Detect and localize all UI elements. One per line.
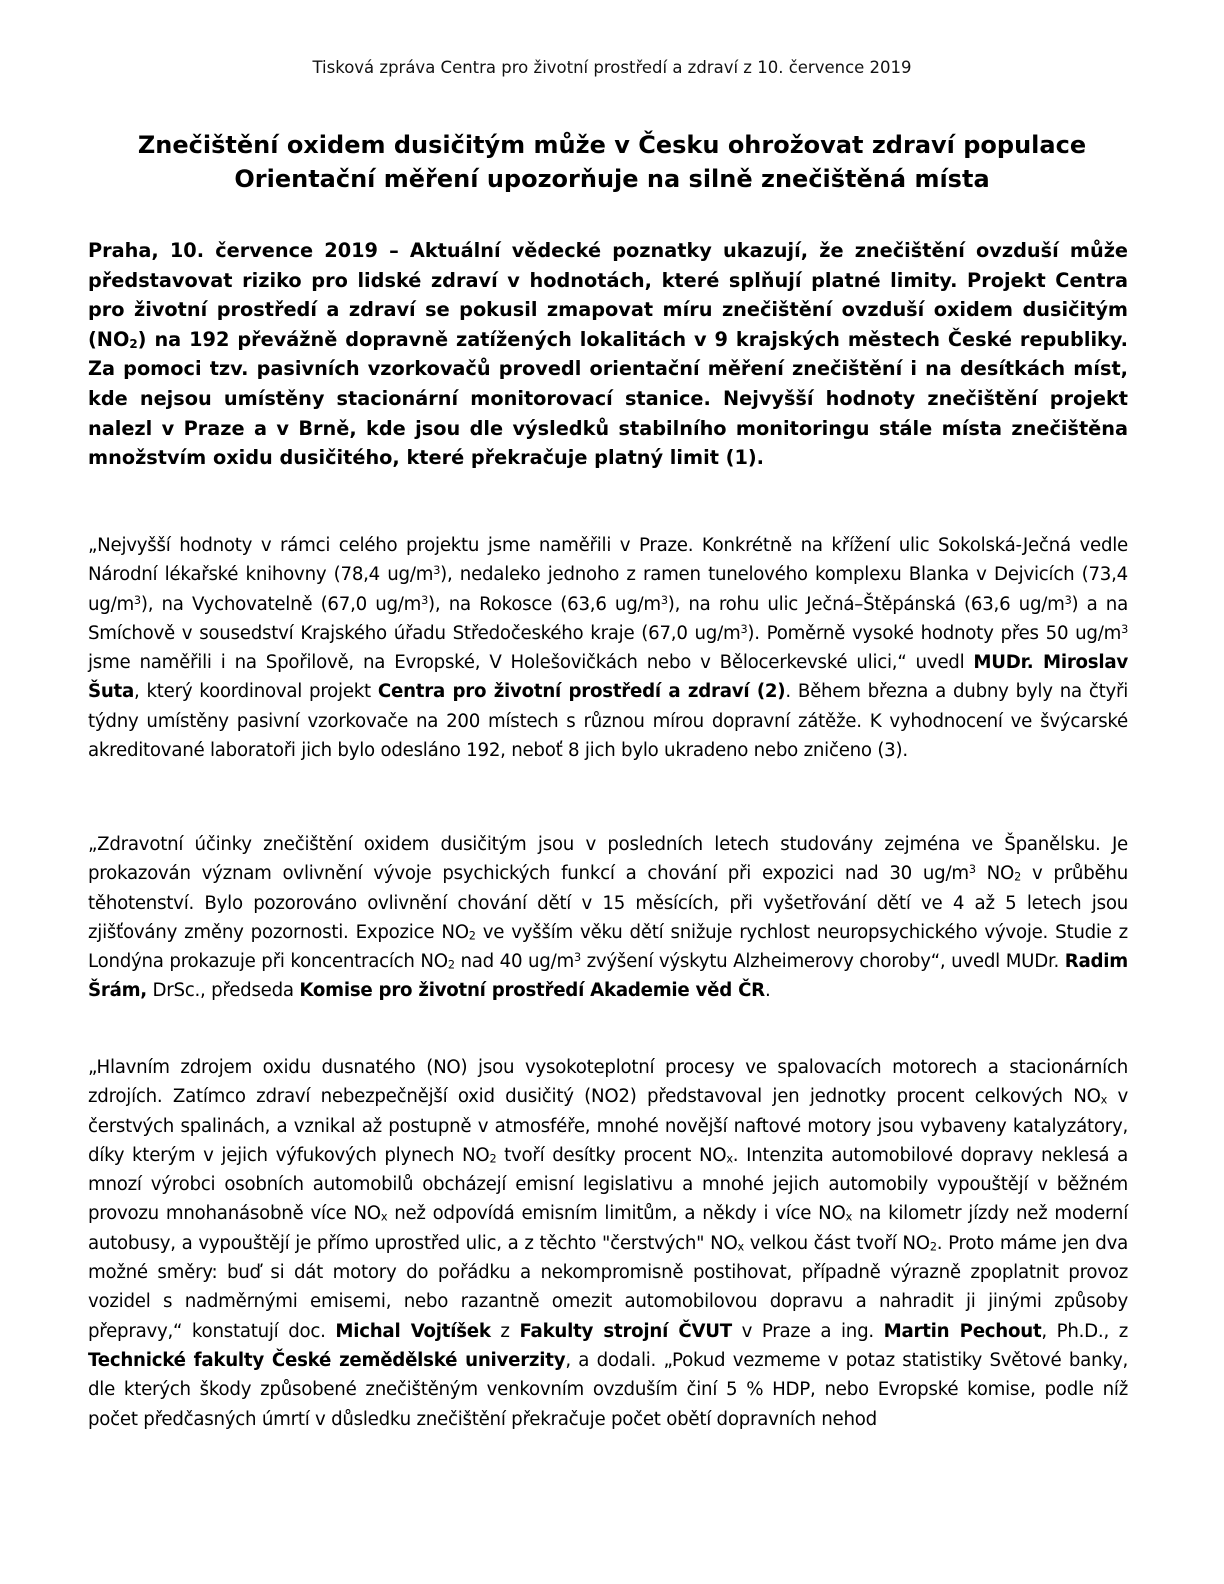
subscript: 2 — [1014, 870, 1022, 884]
paragraph-text: ), na Vychovatelně (67,0 ug/m — [140, 593, 422, 615]
superscript: 3 — [1064, 593, 1072, 607]
paragraph-text: než odpovídá emisním limitům, a někdy i více NO — [387, 1203, 846, 1225]
paragraph-text: , Ph.D., z — [1041, 1320, 1129, 1342]
paragraph-text: z — [490, 1320, 520, 1342]
organization-name: Centra pro životní prostředí a zdraví (2) — [377, 681, 786, 703]
paragraph-text: ), nedaleko jednoho z ramen tunelového komplexu Blanka v Dejvicích (73,4 ug/m — [88, 564, 1128, 615]
page-title — [60, 128, 1164, 196]
lead-text: ) na 192 převážně dopravně zatížených lokalitách v 9 krajských městech České republiky. Za pomoci tzv. pasivních vzorkovačů provedl orientační měření znečištění i na desítkách míst, kde nejsou umístěny stacionární monitorovací stanice. Nejvyšší hodnoty znečištění projekt nalezl v Praze a v Brně, kde jsou dle výsledků stabilního monitoringu stále místa znečištěna množstvím oxidu dusičitého, které překračuje platný limit (1). — [88, 327, 1128, 470]
paragraph-text: velkou část tvoří NO — [743, 1232, 930, 1254]
organization-name: Fakulty strojní ČVUT — [519, 1320, 732, 1342]
paragraph-text: DrSc., předseda — [146, 980, 300, 1002]
paragraph-text: . Během března a dubny byly na čtyři týdny umístěny pasivní vzorkovače na 200 místech s různou mírou dopravní zátěže. K vyhodnocení ve švýcarské akreditované laboratoři jich bylo odesláno 192, neboť 8 jich bylo ukradeno nebo zničeno (3). — [88, 681, 1129, 762]
paragraph-text: na kilometr jízdy než moderní autobusy, a vypouštějí je přímo uprostřed ulic, a z těchto "čerstvých" NO — [88, 1203, 1128, 1254]
paragraph-text: jsme naměřili i na Spořilově, na Evropské, V Holešovičkách nebo v Bělocerkevské ulici,“ uvedl — [88, 652, 974, 674]
paragraph-text: NO — [975, 863, 1015, 885]
lead-text: Praha, 10. července 2019 – Aktuální vědecké poznatky ukazují, že znečištění ovzduší může představovat riziko pro lidské zdraví v hodnotách, které splňují platné limity. Projekt Centra pro životní prostředí a zdraví se pokusil zmapovat míru znečištění ovzduší oxidem dusičitým (NO — [88, 239, 1128, 351]
subscript: x — [845, 1211, 853, 1225]
paragraph-sram-quote — [88, 830, 1128, 1006]
superscript: 3 — [1121, 622, 1128, 636]
subscript: x — [726, 1152, 733, 1166]
superscript: 3 — [573, 950, 581, 964]
paragraph-suta-quote — [88, 531, 1128, 765]
paragraph-text: ), na rohu ulic Ječná–Štěpánská (63,6 ug/m — [667, 593, 1065, 615]
paragraph-text: . — [764, 980, 771, 1002]
person-name: Martin Pechout — [883, 1320, 1042, 1342]
paragraph-text: ). Poměrně vysoké hodnoty přes 50 ug/m — [747, 622, 1122, 644]
paragraph-text: . Intenzita automobilové dopravy neklesá a mnozí výrobci osobních automobilů obcházejí emisní legislativu a mnohé jejich automobily vypouštějí v běžném provozu mnohanásobně více NO — [88, 1144, 1128, 1225]
person-name: MUDr. Miroslav Šuta — [88, 652, 1128, 703]
subscript: 2 — [468, 929, 476, 943]
paragraph-text: ), na Rokosce (63,6 ug/m — [428, 593, 661, 615]
paragraph-text: zvýšení výskytu Alzheimerovy choroby“, uvedl MUDr. — [580, 951, 1065, 973]
paragraph-text: v čerstvých spalinách, a vznikal až postupně v atmosféře, mnohé novější naftové motory jsou vybaveny katalyzátory, díky kterým v jejich výfukových plynech NO — [88, 1086, 1128, 1166]
paragraph-text: tvoří desítky procent NO — [496, 1144, 727, 1166]
subscript: 2 — [929, 1240, 937, 1254]
paragraph-text: , který koordinoval projekt — [134, 681, 378, 703]
subscript: 2 — [489, 1152, 497, 1166]
organization-name: Technické fakulty České zemědělské univerzity — [88, 1349, 566, 1371]
superscript: 3 — [740, 622, 748, 636]
press-release-header: Tisková zpráva Centra pro životní prostředí a zdraví z 10. července 2019 — [312, 58, 912, 77]
paragraph-text: „Nejvyšší hodnoty v rámci celého projektu jsme naměřili v Praze. Konkrétně na křížení ulic Sokolská-Ječná vedle Národní lékařské knihovny (78,4 ug/m — [88, 535, 1128, 586]
person-name: Radim Šrám, — [88, 951, 1128, 1002]
paragraph-text: v průběhu těhotenství. Bylo pozorováno ovlivnění chování dětí v 15 měsících, při vyšetřování dětí ve 4 až 5 letech jsou zjišťovány změny pozornosti. Expozice NO — [88, 863, 1128, 943]
title-line-2: Orientační měření upozorňuje na silně znečištěná místa — [234, 165, 990, 193]
subscript: x — [380, 1211, 388, 1225]
paragraph-vojtisek-quote — [88, 1053, 1128, 1434]
title-line-1: Znečištění oxidem dusičitým může v Česku ohrožovat zdraví populace — [137, 131, 1087, 159]
paragraph-text: ) a na Smíchově v sousedství Krajského úřadu Středočeského kraje (67,0 ug/m — [88, 593, 1128, 644]
superscript: 3 — [433, 564, 441, 578]
organization-name: Komise pro životní prostředí Akademie věd ČR — [299, 980, 765, 1002]
paragraph-text: „Hlavním zdrojem oxidu dusnatého (NO) jsou vysokoteplotní procesy ve spalovacích motorech a stacionárních zdrojích. Zatímco zdraví nebezpečnější oxid dusičitý (NO2) představoval jen jednotky procent celkových NO — [88, 1057, 1128, 1108]
person-name: Michal Vojtíšek — [335, 1320, 491, 1342]
paragraph-text: v Praze a ing. — [731, 1320, 884, 1342]
subscript: 2 — [129, 336, 138, 351]
paragraph-text: , a dodali. „Pokud vezmeme v potaz statistiky Světové banky, dle kterých škody způsobené znečištěným venkovním ovzduším činí 5 % HDP, nebo Evropské komise, podle níž počet předčasných úmrtí v důsledku znečištění překračuje počet obětí dopravních nehod — [88, 1349, 1129, 1430]
paragraph-text: . Proto máme jen dva možné směry: buď si dát motory do pořádku a nekompromisně postihovat, případně výrazně zpoplatnit provoz vozidel s nadměrnými emisemi, nebo razantně omezit automobilovou dopravu a nahradit ji jinými způsoby přepravy,“ konstatují doc. — [88, 1232, 1128, 1342]
paragraph-text: nad 40 ug/m — [454, 951, 574, 973]
paragraph-text: „Zdravotní účinky znečištění oxidem dusičitým jsou v posledních letech studovány zejména ve Španělsku. Je prokazován význam ovlivnění vývoje psychických funkcí a chování při expozici nad 30 ug/m — [88, 834, 1128, 885]
paragraph-text: ve vyšším věku dětí snižuje rychlost neuropsychického vývoje. Studie z Londýna prokazuje při koncentracích NO — [88, 921, 1128, 973]
subscript: x — [1100, 1093, 1108, 1107]
subscript: x — [737, 1240, 744, 1254]
subscript: 2 — [447, 958, 455, 972]
superscript: 3 — [133, 593, 141, 607]
lead-paragraph — [88, 236, 1128, 473]
superscript: 3 — [660, 593, 668, 607]
superscript: 3 — [968, 863, 976, 877]
superscript: 3 — [421, 593, 429, 607]
